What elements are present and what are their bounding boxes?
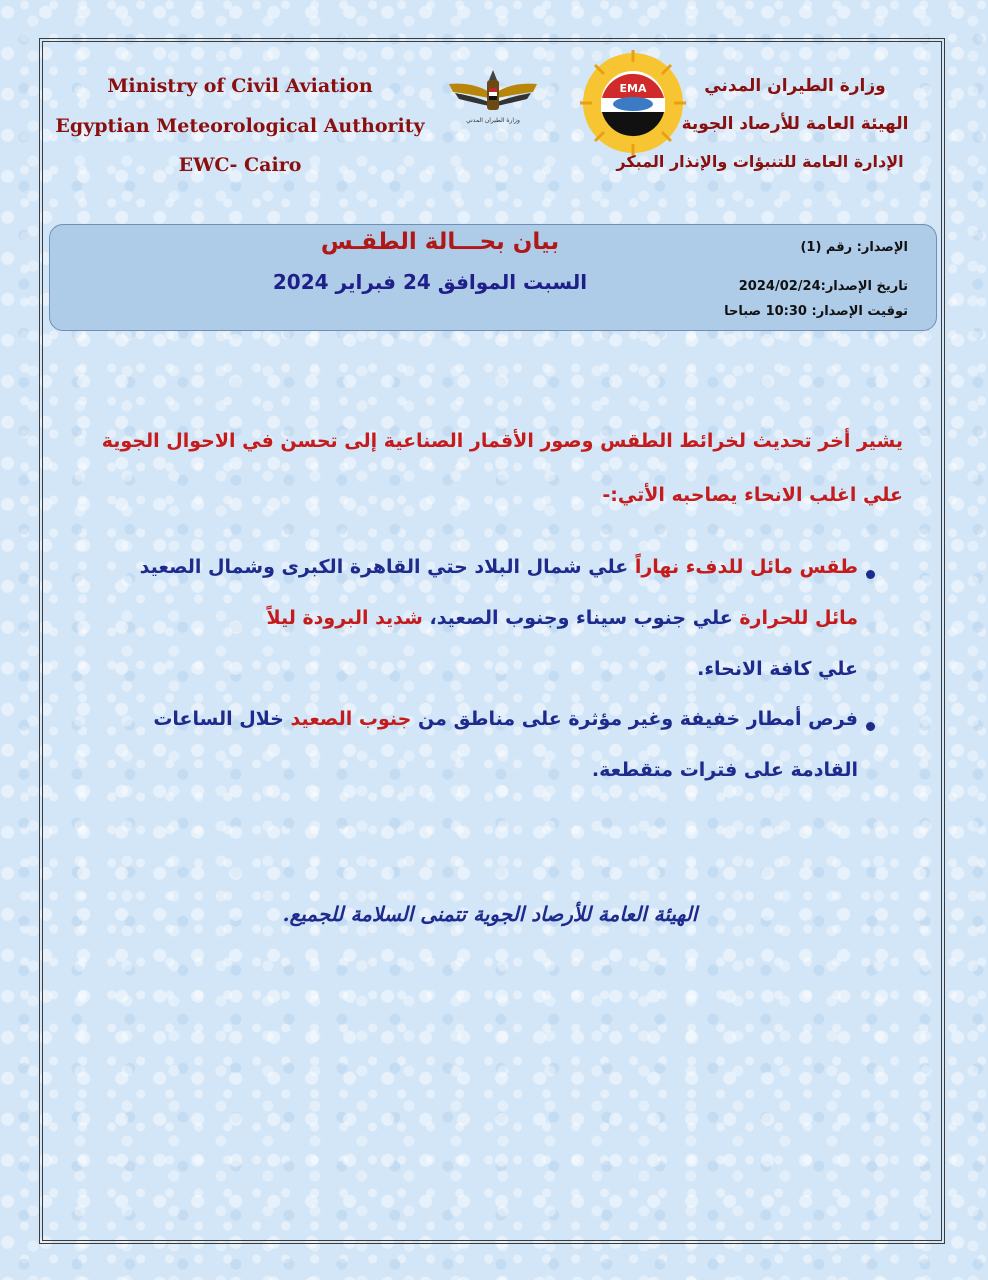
- bullet-1-cold-night: شديد البرودة ليلاً: [266, 607, 423, 629]
- bullet-1-hot: مائل للحرارة: [739, 607, 858, 629]
- bullet-1-line-2: [138, 607, 858, 629]
- bullet-1-south-regions: علي جنوب سيناء وجنوب الصعيد،: [422, 607, 740, 629]
- bullet-1-north-regions: علي شمال البلاد حتي القاهرة الكبرى وشمال الصعيد: [139, 556, 635, 578]
- bullet-2-rain: فرص أمطار خفيفة وغير مؤثرة على مناطق من: [411, 708, 858, 730]
- closing-message: الهيئة العامة للأرصاد الجوية تتمنى السلامة للجميع.: [282, 902, 698, 926]
- ema-sun-logo: [578, 48, 688, 158]
- header-authority-ar: الهيئة العامة للأرصاد الجوية: [681, 114, 909, 134]
- header-ministry-en: Ministry of Civil Aviation: [107, 75, 373, 97]
- header-directorate-ar: الإدارة العامة للتنبؤات والإنذار المبكر: [616, 152, 904, 171]
- ema-logo-text: EMA: [619, 82, 647, 95]
- report-date: السبت الموافق 24 فبراير 2024: [272, 270, 588, 294]
- bullet-2-upper-egypt: جنوب الصعيد: [290, 708, 412, 730]
- bullet-1-line-1: [138, 556, 858, 578]
- header-authority-en: Egyptian Meteorological Authority: [55, 115, 425, 137]
- issue-time: توقيت الإصدار: 10:30 صباحا: [724, 304, 908, 319]
- bullet-1-line-3: علي كافة الانحاء.: [697, 658, 858, 680]
- bullet-2-line-1: [68, 708, 858, 730]
- ministry-eagle-logo: [443, 62, 543, 132]
- emblem-caption: وزارة الطيران المدني: [466, 117, 520, 124]
- intro-line-1: يشير أخر تحديث لخرائط الطقس وصور الأقمار الصناعية إلى تحسن في الاحوال الجوية: [101, 430, 903, 452]
- report-title: بيان بحـــالة الطقـس: [320, 229, 560, 255]
- bullet-1-warm-day: طقس مائل للدفء نهاراً: [634, 556, 858, 578]
- issue-number: الإصدار: رقم (1): [800, 240, 908, 255]
- bullet-2-line-2: القادمة على فترات متقطعة.: [591, 759, 858, 781]
- issue-date: تاريخ الإصدار:2024/02/24: [738, 279, 908, 294]
- bullet-1-marker: [866, 570, 875, 579]
- header-center-en: EWC- Cairo: [178, 154, 302, 176]
- intro-line-2: علي اغلب الانحاء يصاحبه الأتي:-: [602, 484, 903, 506]
- bullet-2-hours: خلال الساعات: [153, 708, 291, 730]
- bullet-2-marker: [866, 722, 875, 731]
- header-ministry-ar: وزارة الطيران المدني: [704, 76, 886, 96]
- page-border: [39, 38, 945, 1244]
